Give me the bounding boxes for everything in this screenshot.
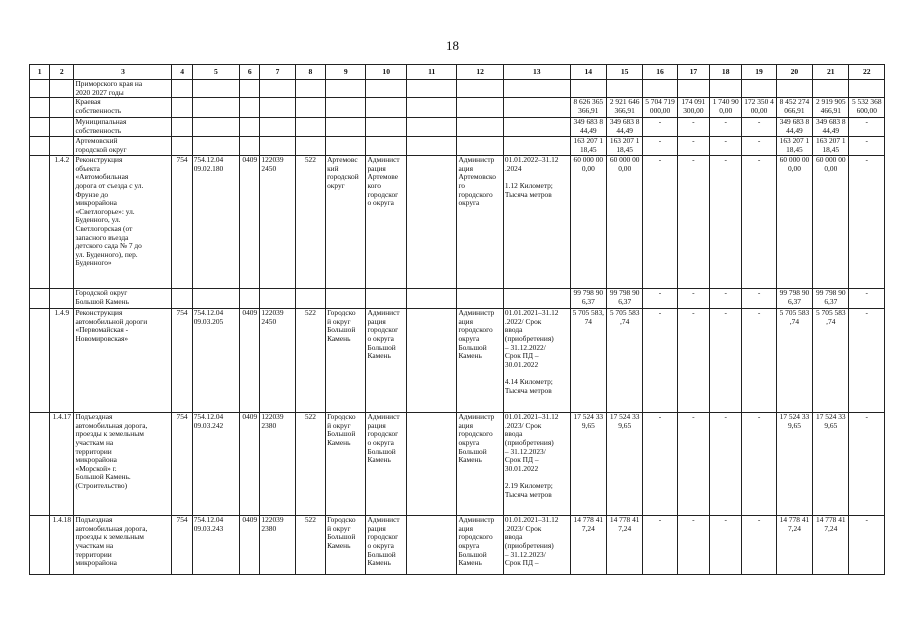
table-cell-col-15: 163 207 1 18,45 (606, 137, 642, 156)
table-cell-col-20: 99 798 90 6,37 (776, 289, 812, 309)
table-cell-col-12: Администр ация Артемовско го городского округа (457, 156, 503, 289)
table-cell-col-1 (30, 289, 50, 309)
table-cell-col-7: 122039 2450 (260, 156, 295, 289)
table-cell-col-1 (30, 118, 50, 137)
table-cell-col-18: - (710, 516, 742, 575)
table-row (30, 137, 885, 156)
table-cell-col-9 (326, 98, 366, 118)
table-cell-col-21: 14 778 41 7,24 (813, 516, 849, 575)
column-number-15: 15 (606, 65, 642, 80)
table-cell-col-8 (295, 80, 325, 98)
table-cell-col-10: Админист рация городског о округа Большой Камень (366, 309, 406, 413)
table-cell-col-13: 01.01.2022–31.12 .2024 1.12 Километр; Тысяча метров (503, 156, 570, 289)
table-cell-col-12: Администр ация городского округа Большой Камень (457, 413, 503, 516)
table-cell-col-18: - (710, 118, 742, 137)
table-cell-col-12 (457, 118, 503, 137)
column-number-4: 4 (172, 65, 192, 80)
table-cell-col-9 (326, 118, 366, 137)
table-row (30, 98, 885, 118)
table-cell-col-16: - (643, 118, 677, 137)
table-cell-col-19 (742, 80, 776, 98)
table-cell-col-6 (240, 289, 260, 309)
table-cell-col-22: - (849, 118, 885, 137)
table-cell-col-8: 522 (295, 516, 325, 575)
table-cell-col-8: 522 (295, 309, 325, 413)
table-cell-col-17: - (677, 309, 709, 413)
table-cell-col-1 (30, 80, 50, 98)
table-cell-col-10: Админист рация городског о округа Большой Камень (366, 516, 406, 575)
table-cell-col-4 (172, 137, 192, 156)
table-cell-col-22: 5 532 368 600,00 (849, 98, 885, 118)
table-cell-col-15: 349 683 8 44,49 (606, 118, 642, 137)
table-cell-col-17 (677, 80, 709, 98)
table-cell-col-17: - (677, 516, 709, 575)
table-cell-col-7 (260, 80, 295, 98)
table-cell-col-7 (260, 289, 295, 309)
table-cell-col-7: 122039 2380 (260, 516, 295, 575)
table-row (30, 413, 885, 516)
table-cell-col-17: - (677, 137, 709, 156)
table-cell-col-21: 5 705 583 ,74 (813, 309, 849, 413)
table-cell-col-19: - (742, 309, 776, 413)
table-cell-col-2: 1.4.17 (50, 413, 74, 516)
table-cell-col-20: 5 705 583 ,74 (776, 309, 812, 413)
page-number: 18 (446, 38, 459, 53)
table-cell-col-5: 754.12.04 09.03.242 (192, 413, 240, 516)
table-cell-col-11 (406, 98, 457, 118)
table-row (30, 516, 885, 575)
table-cell-col-8 (295, 98, 325, 118)
table-cell-col-6: 0409 (240, 516, 260, 575)
table-cell-col-12: Администр ация городского округа Большой Камень (457, 309, 503, 413)
table-cell-col-8: 522 (295, 413, 325, 516)
table-cell-col-19: - (742, 413, 776, 516)
table-row (30, 156, 885, 289)
table-cell-col-5 (192, 137, 240, 156)
table-cell-col-14: 14 778 41 7,24 (570, 516, 606, 575)
table-cell-col-6 (240, 80, 260, 98)
column-number-20: 20 (776, 65, 812, 80)
table-cell-col-6: 0409 (240, 309, 260, 413)
table-cell-col-1 (30, 156, 50, 289)
column-number-13: 13 (503, 65, 570, 80)
table-cell-col-13 (503, 289, 570, 309)
table-cell-col-22 (849, 80, 885, 98)
table-cell-col-21: 60 000 00 0,00 (813, 156, 849, 289)
table-cell-col-1 (30, 516, 50, 575)
table-cell-col-12 (457, 98, 503, 118)
table-cell-col-18: - (710, 289, 742, 309)
table-cell-col-22: - (849, 309, 885, 413)
table-cell-col-14: 17 524 33 9,65 (570, 413, 606, 516)
table-cell-col-11 (406, 309, 457, 413)
table-cell-col-16: 5 704 719 000,00 (643, 98, 677, 118)
table-cell-col-12 (457, 289, 503, 309)
budget-table (29, 64, 885, 575)
table-cell-col-20: 60 000 00 0,00 (776, 156, 812, 289)
table-cell-col-3: Подъездная автомобильная дорога, проезды к земельным участкам на территории микрорайона (74, 516, 172, 575)
table-cell-col-18: - (710, 413, 742, 516)
table-cell-col-15: 60 000 00 0,00 (606, 156, 642, 289)
table-cell-col-2 (50, 98, 74, 118)
table-cell-col-20: 8 452 274 066,91 (776, 98, 812, 118)
table-cell-col-10 (366, 118, 406, 137)
table-cell-col-22: - (849, 516, 885, 575)
table-cell-col-10 (366, 137, 406, 156)
column-number-9: 9 (326, 65, 366, 80)
table-cell-col-3: Подъездная автомобильная дорога, проезды к земельным участкам на территории микрорайона «Морской» г. Большой Камень. (Строительство) (74, 413, 172, 516)
table-cell-col-14: 99 798 90 6,37 (570, 289, 606, 309)
table-cell-col-12: Администр ация городского округа Большой Камень (457, 516, 503, 575)
column-number-8: 8 (295, 65, 325, 80)
table-cell-col-5 (192, 80, 240, 98)
table-cell-col-16: - (643, 309, 677, 413)
table-cell-col-19: - (742, 118, 776, 137)
table-cell-col-3: Реконструкция автомобильной дороги «Первомайская - Новомировская» (74, 309, 172, 413)
table-cell-col-2: 1.4.18 (50, 516, 74, 575)
table-cell-col-15: 99 798 90 6,37 (606, 289, 642, 309)
table-cell-col-5: 754.12.04 09.03.205 (192, 309, 240, 413)
table-cell-col-6 (240, 137, 260, 156)
table-cell-col-19: - (742, 137, 776, 156)
table-cell-col-20: 349 683 8 44,49 (776, 118, 812, 137)
table-cell-col-18 (710, 80, 742, 98)
table-cell-col-4 (172, 98, 192, 118)
column-number-12: 12 (457, 65, 503, 80)
table-cell-col-9 (326, 137, 366, 156)
table-cell-col-13 (503, 118, 570, 137)
table-cell-col-2: 1.4.9 (50, 309, 74, 413)
table-row (30, 309, 885, 413)
table-cell-col-22: - (849, 289, 885, 309)
table-cell-col-9: Городско й округ Большой Камень (326, 413, 366, 516)
table-cell-col-5 (192, 98, 240, 118)
table-cell-col-14: 60 000 00 0,00 (570, 156, 606, 289)
table-row (30, 289, 885, 309)
table-cell-col-11 (406, 516, 457, 575)
table-cell-col-2 (50, 118, 74, 137)
table-cell-col-4 (172, 118, 192, 137)
table-cell-col-3: Муниципальная собственность (74, 118, 172, 137)
table-cell-col-18: - (710, 137, 742, 156)
column-number-11: 11 (406, 65, 457, 80)
table-cell-col-20: 17 524 33 9,65 (776, 413, 812, 516)
table-cell-col-17: - (677, 156, 709, 289)
table-cell-col-3: Реконструкция объекта «Автомобильная дорога от съезда с ул. Фрунзе до микрорайона «Светлогорье»: ул. Буденного, ул. Светлогорская (от запасного въезда детского сада № 7 до ул. Буденного), пер. Буденного» (74, 156, 172, 289)
column-number-1: 1 (30, 65, 50, 80)
column-number-14: 14 (570, 65, 606, 80)
table-cell-col-9 (326, 289, 366, 309)
table-cell-col-21: 163 207 1 18,45 (813, 137, 849, 156)
column-number-19: 19 (742, 65, 776, 80)
table-cell-col-4: 754 (172, 516, 192, 575)
table-cell-col-7 (260, 137, 295, 156)
header-row (30, 65, 885, 80)
table-cell-col-12 (457, 80, 503, 98)
table-cell-col-8 (295, 137, 325, 156)
table-cell-col-7 (260, 118, 295, 137)
table-cell-col-16: - (643, 516, 677, 575)
table-cell-col-17: 174 091 300,00 (677, 98, 709, 118)
table-cell-col-3: Краевая собственность (74, 98, 172, 118)
table-cell-col-2: 1.4.2 (50, 156, 74, 289)
table-cell-col-5: 754.12.04 09.03.243 (192, 516, 240, 575)
table-cell-col-9: Городско й округ Большой Камень (326, 309, 366, 413)
table-cell-col-18: - (710, 156, 742, 289)
table-cell-col-13: 01.01.2021–31.12 .2023/ Срок ввода (приобретения) – 31.12.2023/ Срок ПД – (503, 516, 570, 575)
table-cell-col-5 (192, 118, 240, 137)
table-cell-col-13: 01.01.2021–31.12 .2023/ Срок ввода (приобретения) – 31.12.2023/ Срок ПД – 30.01.2022 2.19 Километр; Тысяча метров (503, 413, 570, 516)
table-cell-col-17: - (677, 118, 709, 137)
column-number-18: 18 (710, 65, 742, 80)
column-number-21: 21 (813, 65, 849, 80)
table-cell-col-15: 17 524 33 9,65 (606, 413, 642, 516)
table-cell-col-21 (813, 80, 849, 98)
table-cell-col-9 (326, 80, 366, 98)
table-cell-col-7: 122039 2380 (260, 413, 295, 516)
table-cell-col-5: 754.12.04 09.02.180 (192, 156, 240, 289)
table-cell-col-11 (406, 80, 457, 98)
table-cell-col-2 (50, 80, 74, 98)
table-cell-col-14: 8 626 365 366,91 (570, 98, 606, 118)
table-cell-col-17: - (677, 413, 709, 516)
table-cell-col-3: Приморского края на 2020 2027 годы (74, 80, 172, 98)
table-cell-col-8 (295, 118, 325, 137)
table-cell-col-8 (295, 289, 325, 309)
table-cell-col-15 (606, 80, 642, 98)
table-cell-col-3: Артемовский городской округ (74, 137, 172, 156)
table-cell-col-11 (406, 137, 457, 156)
table-cell-col-6 (240, 118, 260, 137)
table-cell-col-9: Артемовс кий городской округ (326, 156, 366, 289)
table-cell-col-16 (643, 80, 677, 98)
column-number-3: 3 (74, 65, 172, 80)
table-cell-col-20: 163 207 1 18,45 (776, 137, 812, 156)
table-cell-col-19: - (742, 156, 776, 289)
table-cell-col-6: 0409 (240, 413, 260, 516)
table-cell-col-20: 14 778 41 7,24 (776, 516, 812, 575)
table-cell-col-3: Городской округ Большой Камень (74, 289, 172, 309)
column-number-2: 2 (50, 65, 74, 80)
table-cell-col-1 (30, 309, 50, 413)
table-cell-col-1 (30, 413, 50, 516)
table-cell-col-14: 163 207 1 18,45 (570, 137, 606, 156)
table-cell-col-22: - (849, 137, 885, 156)
table-cell-col-19: - (742, 516, 776, 575)
table-cell-col-2 (50, 289, 74, 309)
table-cell-col-10: Админист рация городског о округа Большой Камень (366, 413, 406, 516)
table-cell-col-13 (503, 137, 570, 156)
table-cell-col-1 (30, 137, 50, 156)
table-cell-col-11 (406, 118, 457, 137)
table-cell-col-12 (457, 137, 503, 156)
table-cell-col-5 (192, 289, 240, 309)
column-number-5: 5 (192, 65, 240, 80)
table-cell-col-7: 122039 2450 (260, 309, 295, 413)
table-cell-col-13 (503, 98, 570, 118)
column-number-7: 7 (260, 65, 295, 80)
table-cell-col-13 (503, 80, 570, 98)
table-cell-col-2 (50, 137, 74, 156)
table-cell-col-19: - (742, 289, 776, 309)
table-cell-col-4: 754 (172, 413, 192, 516)
table-cell-col-16: - (643, 289, 677, 309)
table-cell-col-9: Городско й округ Большой Камень (326, 516, 366, 575)
table-cell-col-18: 1 740 90 0,00 (710, 98, 742, 118)
table-cell-col-13: 01.01.2021–31.12 .2022/ Срок ввода (приобретения) – 31.12.2022/ Срок ПД – 30.01.2022 4.14 Километр; Тысяча метров (503, 309, 570, 413)
table-cell-col-21: 17 524 33 9,65 (813, 413, 849, 516)
table-cell-col-18: - (710, 309, 742, 413)
table-cell-col-10: Админист рация Артемове кого городског о округа (366, 156, 406, 289)
table-cell-col-14: 5 705 583, 74 (570, 309, 606, 413)
table-cell-col-16: - (643, 156, 677, 289)
table-cell-col-4: 754 (172, 156, 192, 289)
table-cell-col-6: 0409 (240, 156, 260, 289)
column-number-17: 17 (677, 65, 709, 80)
table-cell-col-14 (570, 80, 606, 98)
column-number-22: 22 (849, 65, 885, 80)
table-cell-col-1 (30, 98, 50, 118)
table-row (30, 80, 885, 98)
table-cell-col-10 (366, 80, 406, 98)
table-cell-col-22: - (849, 156, 885, 289)
table-cell-col-16: - (643, 413, 677, 516)
table-cell-col-21: 99 798 90 6,37 (813, 289, 849, 309)
table-row (30, 118, 885, 137)
table-cell-col-11 (406, 156, 457, 289)
table-cell-col-4 (172, 289, 192, 309)
table-cell-col-15: 2 921 646 366,91 (606, 98, 642, 118)
table-cell-col-21: 349 683 8 44,49 (813, 118, 849, 137)
table-cell-col-16: - (643, 137, 677, 156)
table-cell-col-22: - (849, 413, 885, 516)
table-cell-col-21: 2 919 905 466,91 (813, 98, 849, 118)
table-cell-col-7 (260, 98, 295, 118)
table-cell-col-10 (366, 98, 406, 118)
table-cell-col-11 (406, 413, 457, 516)
column-number-6: 6 (240, 65, 260, 80)
table-cell-col-20 (776, 80, 812, 98)
table-cell-col-14: 349 683 8 44,49 (570, 118, 606, 137)
table-cell-col-15: 14 778 41 7,24 (606, 516, 642, 575)
table-cell-col-4: 754 (172, 309, 192, 413)
table-cell-col-4 (172, 80, 192, 98)
table-cell-col-15: 5 705 583 ,74 (606, 309, 642, 413)
table-cell-col-17: - (677, 289, 709, 309)
column-number-10: 10 (366, 65, 406, 80)
table-cell-col-8: 522 (295, 156, 325, 289)
column-number-16: 16 (643, 65, 677, 80)
table-cell-col-6 (240, 98, 260, 118)
table-cell-col-11 (406, 289, 457, 309)
table-cell-col-19: 172 350 4 00,00 (742, 98, 776, 118)
table-cell-col-10 (366, 289, 406, 309)
